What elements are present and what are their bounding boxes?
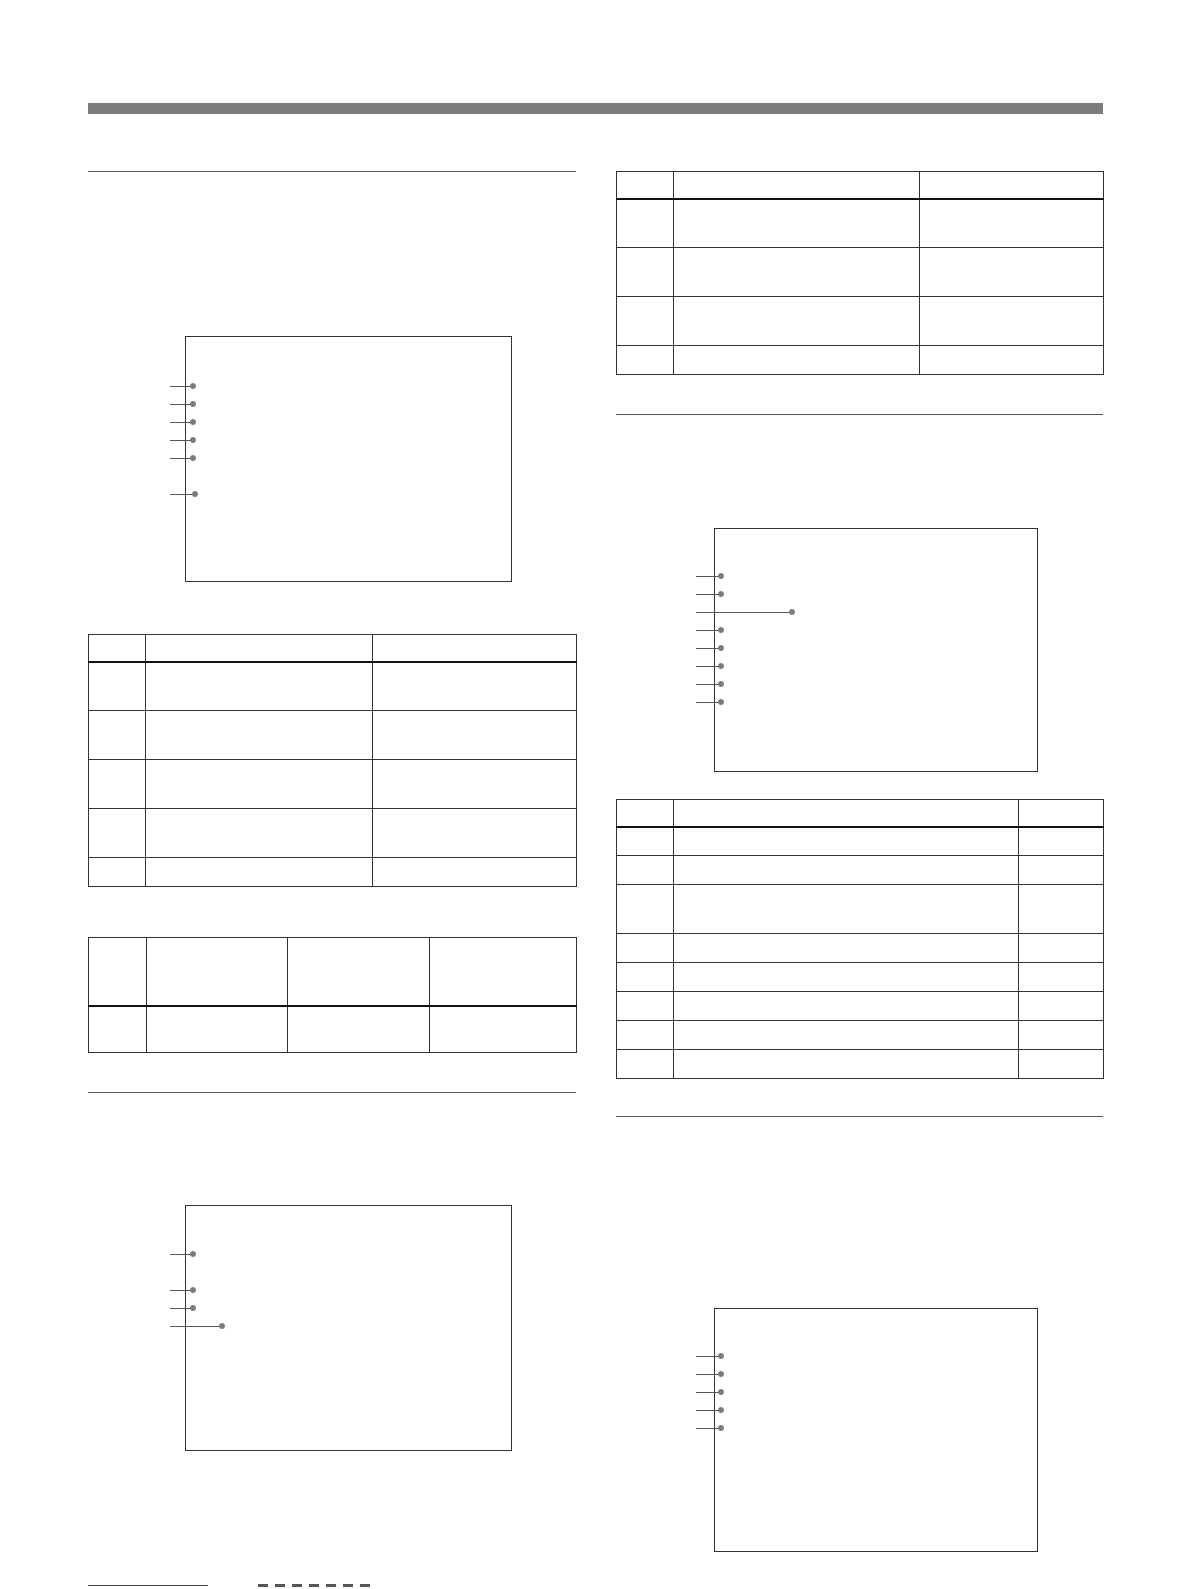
callout-dot [219,1323,225,1329]
table-row [617,248,1104,297]
table-header-row [89,635,577,662]
footer-fragment [343,1584,353,1587]
footer-fragment [292,1584,302,1587]
callout-dot [718,1353,724,1359]
table-header-row [617,800,1104,827]
callout-dot [789,609,795,615]
table-row [89,1006,577,1053]
table-row [617,1021,1104,1050]
table-row [617,856,1104,885]
table-row [617,963,1104,992]
callout-dot [190,419,196,425]
callout-dot [190,1251,196,1257]
callout-dot [190,401,196,407]
table-4 [616,799,1104,1079]
callout-dot [190,437,196,443]
table-1 [88,634,577,887]
section-rule-3 [616,414,1103,415]
table-row [89,760,577,809]
callout-dot [718,681,724,687]
callout-dot [190,383,196,389]
callout-dot [190,1305,196,1311]
callout-leader [696,612,792,613]
callout-dot [190,1287,196,1293]
header-bar [88,103,1103,114]
table-row [617,992,1104,1021]
table-row [89,809,577,858]
footer-fragment [326,1584,336,1587]
table-row [617,827,1104,856]
table-2 [88,937,577,1053]
callout-dot [718,699,724,705]
footer-fragment [309,1584,319,1587]
table-row [89,858,577,887]
callout-dot [718,591,724,597]
callout-dot [718,645,724,651]
table-3 [616,171,1104,375]
screen-frame [714,528,1038,772]
table-row [617,885,1104,934]
table-row [617,346,1104,375]
callout-dot [718,1371,724,1377]
callout-dot [718,573,724,579]
table-row [617,1050,1104,1079]
callout-dot [718,1389,724,1395]
table-header-row [617,172,1104,199]
table-row [617,297,1104,346]
callout-dot [718,627,724,633]
table-row [617,934,1104,963]
table-row [617,199,1104,248]
table-header-row [89,938,577,1006]
screen-frame [185,1205,512,1451]
callout-dot [718,1425,724,1431]
section-rule-1 [88,171,576,172]
footer-fragment [258,1584,268,1587]
footer-fragment [275,1584,285,1587]
callout-dot [718,663,724,669]
callout-dot [192,491,198,497]
screen-frame [185,336,512,582]
section-rule-4 [616,1116,1103,1117]
table-row [89,711,577,760]
screen-frame [714,1308,1038,1552]
callout-leader [170,1326,222,1327]
callout-dot [718,1407,724,1413]
footer-fragment [360,1584,370,1587]
footer-rule [88,1585,208,1586]
callout-dot [190,455,196,461]
section-rule-2 [88,1092,576,1093]
table-row [89,662,577,711]
